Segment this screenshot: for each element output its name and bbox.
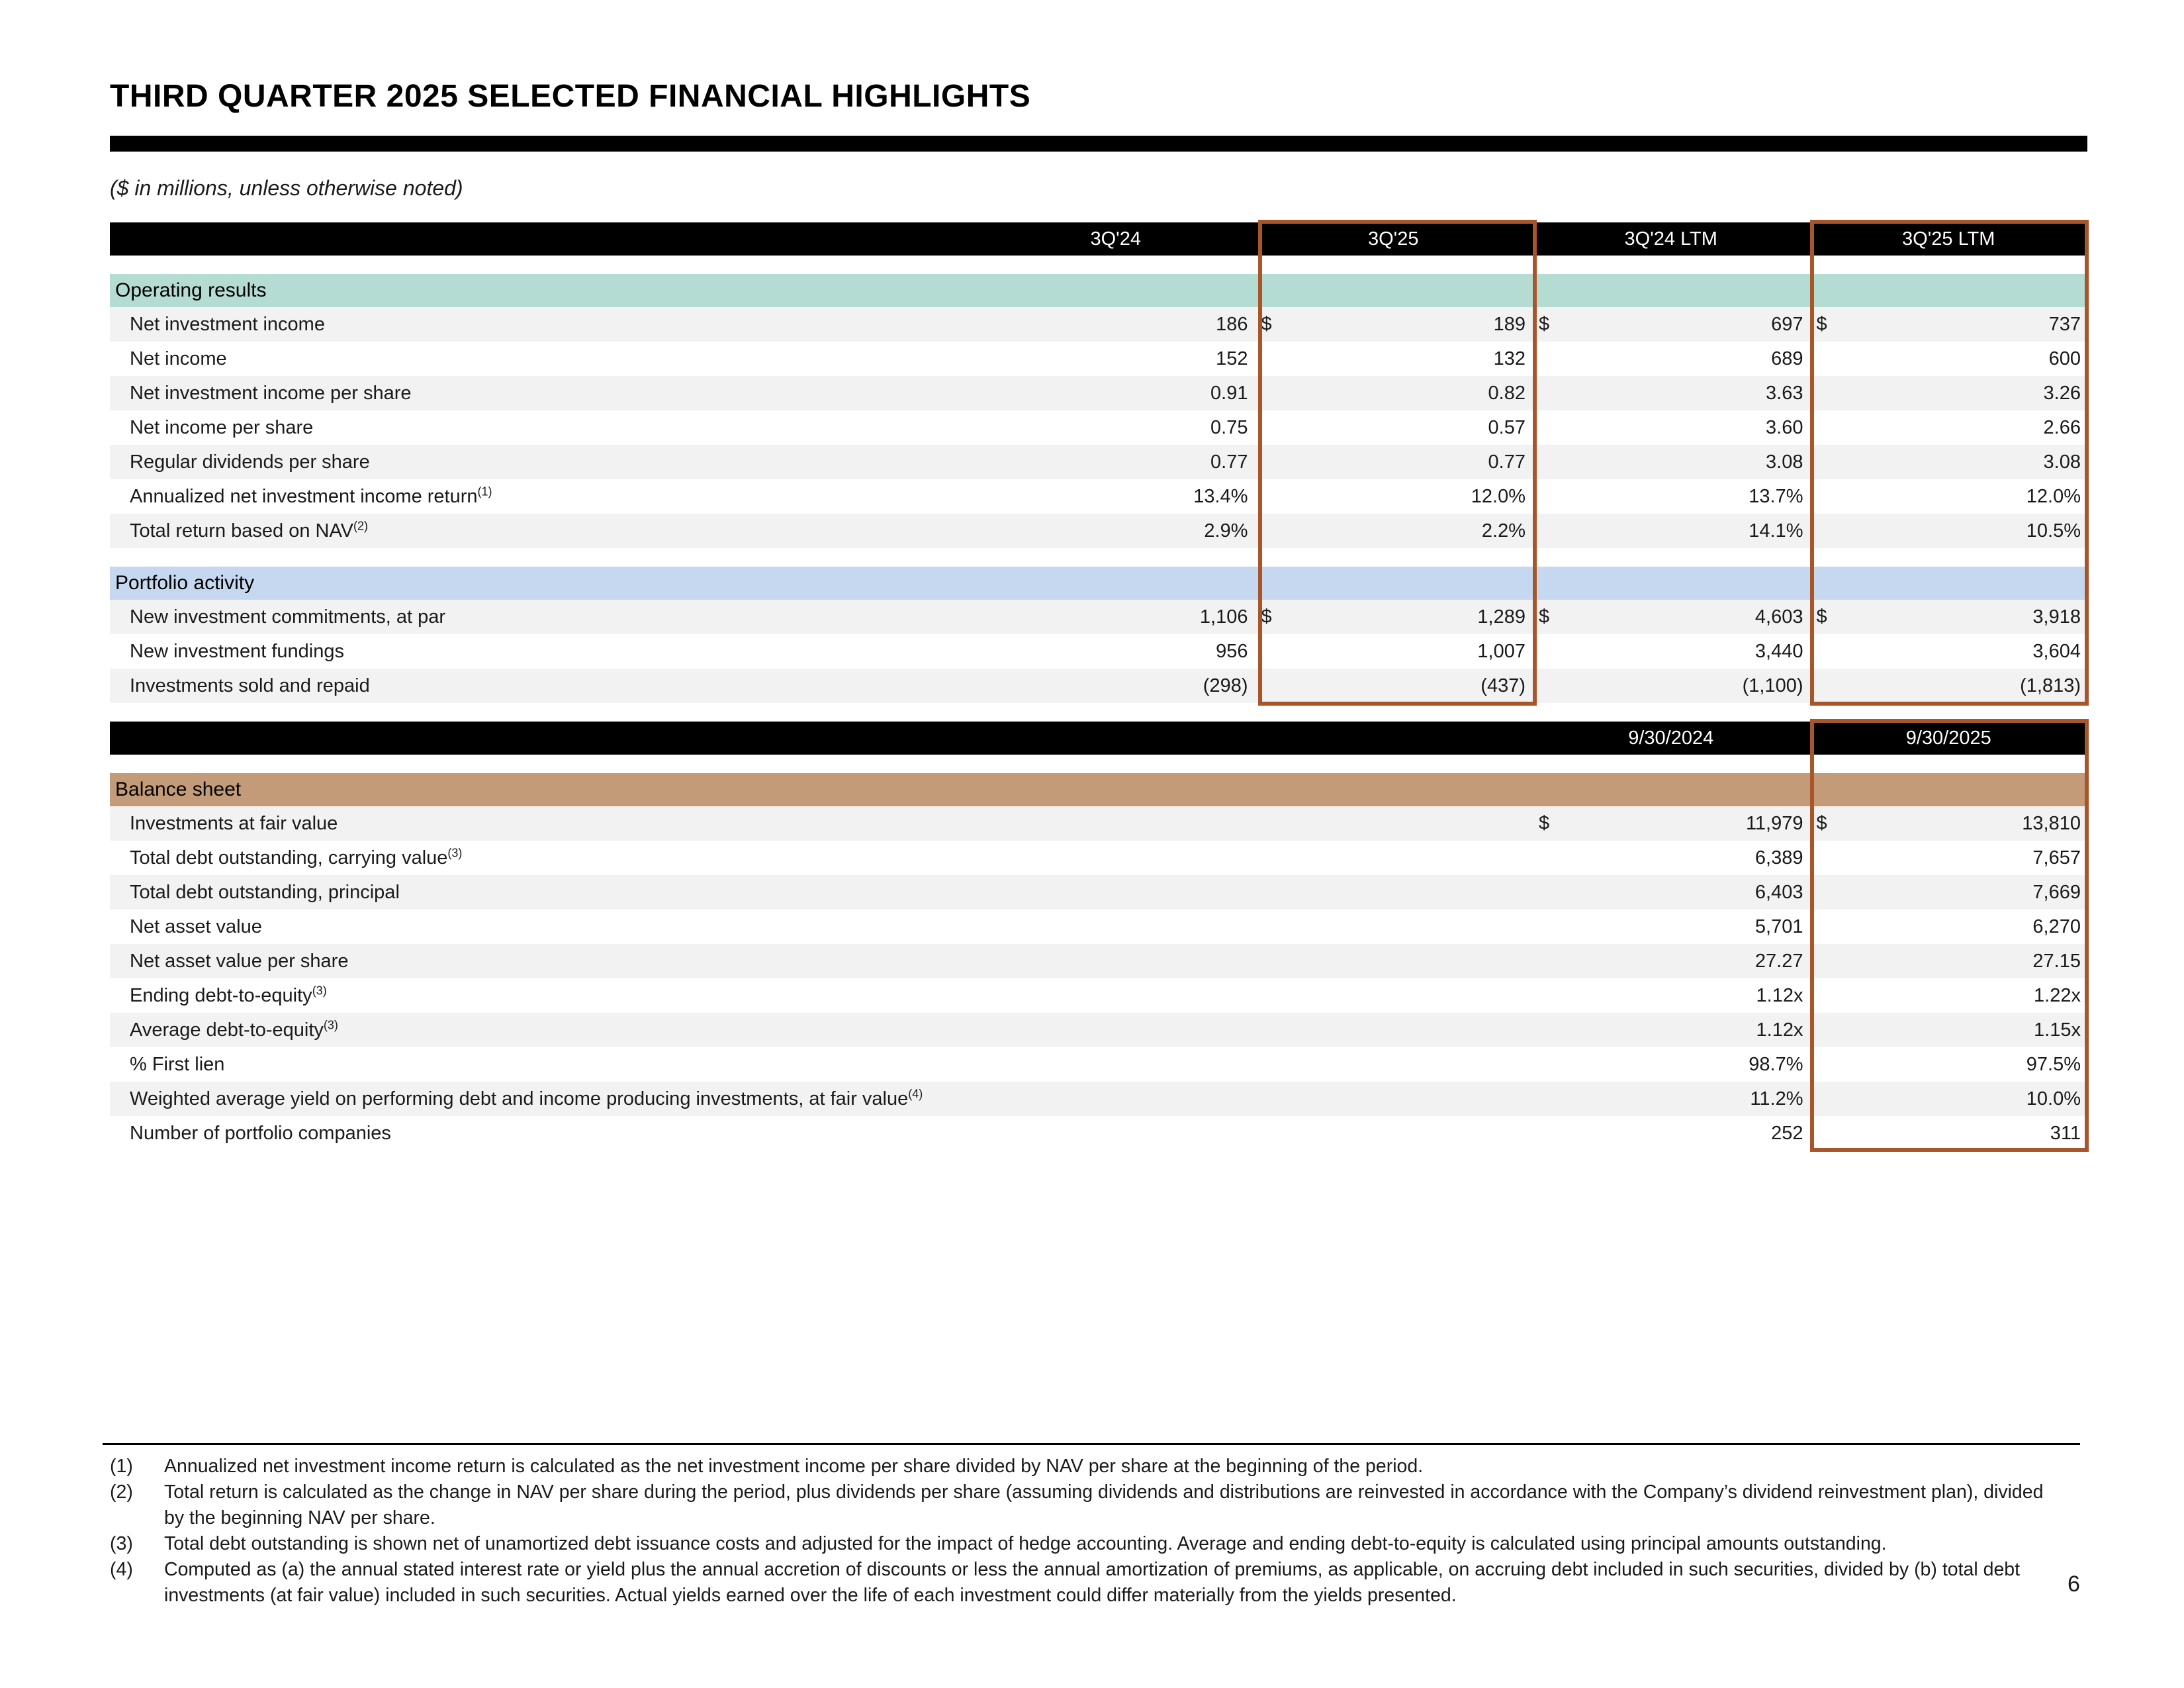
table-row (110, 1013, 2087, 1047)
section-label: Portfolio activity (110, 567, 977, 600)
row-label: New investment fundings (130, 640, 344, 662)
page-title: THIRD QUARTER 2025 SELECTED FINANCIAL HIGHLIGHTS (110, 79, 1031, 114)
cell-value: 3.60 (1766, 416, 1803, 438)
cell-value: 2.2% (1255, 514, 1533, 548)
cell-value: 1.15x (1810, 1013, 2088, 1047)
column-header-2025: 9/30/2025 (1810, 722, 2088, 755)
row-label: Annualized net investment income return$^{(1)}$ (130, 484, 492, 507)
table-header-row (110, 722, 2087, 755)
table-row (110, 600, 2087, 634)
table-row (110, 875, 2087, 910)
footnote-ref: (3) (447, 845, 463, 859)
header-blank (110, 722, 1532, 755)
footnote-ref: (3) (312, 983, 327, 997)
cell-value: 3,604 (2032, 640, 2081, 662)
balance-sheet-table (110, 722, 2087, 1150)
cell-value: $ 737 (1810, 307, 2088, 342)
column-header-2024: 9/30/2024 (1532, 722, 1810, 755)
footnote-text: Annualized net investment income return is calculated as the net investment income per share divided by NAV per share at the beginning of the period. (164, 1456, 1424, 1477)
section-label: Balance sheet (110, 773, 1532, 806)
currency-symbol: $ (1261, 313, 1272, 335)
row-label: Net income per share (130, 416, 314, 438)
row-label: Net investment income (110, 307, 977, 342)
currency-symbol: $ (1816, 606, 1827, 628)
column-header-3q24-ltm: 3Q'24 LTM (1532, 222, 1810, 256)
cell-value: 6,403 (1532, 875, 1810, 910)
financial-results-table (110, 222, 2087, 703)
table-row (110, 806, 2087, 841)
cell-value: 13.7% (1749, 485, 1803, 507)
footnote-ref: (2) (353, 518, 368, 532)
portfolio-rows (110, 600, 2087, 703)
row-label: Net asset value per share (110, 944, 1532, 978)
currency-symbol: $ (1539, 606, 1550, 628)
cell-value: 14.1% (1532, 514, 1810, 548)
cell-value: 10.5% (1810, 514, 2088, 548)
table-row (110, 376, 2087, 410)
cell-value: 97.5% (2026, 1053, 2081, 1075)
cell-value: 311 (2050, 1122, 2081, 1144)
section-operating-results (110, 274, 2087, 307)
cell-value: 27.15 (1810, 944, 2088, 978)
table-row (110, 910, 2087, 944)
cell-value: $ 1,289 (1255, 600, 1533, 634)
cell-value: 0.77 (977, 445, 1255, 479)
section-portfolio-activity (110, 567, 2087, 600)
cell-value: $ 697 (1532, 307, 1810, 342)
footnote-ref: (3) (323, 1017, 338, 1031)
cell-value: 1.22x (2034, 984, 2081, 1006)
table-row (110, 634, 2087, 669)
table-header-row (110, 222, 2087, 256)
cell-value: (1,813) (1810, 669, 2088, 703)
cell-value: 600 (2048, 348, 2081, 369)
row-label: % First lien (130, 1053, 225, 1075)
currency-symbol: $ (1261, 606, 1272, 628)
header-blank (110, 222, 977, 256)
table-row (110, 307, 2087, 342)
section-label: Operating results (110, 274, 977, 307)
cell-value: 2.66 (2043, 416, 2081, 438)
cell-value: 689 (1771, 348, 1803, 369)
column-header-3q25: 3Q'25 (1255, 222, 1533, 256)
footnote-number: (4) (110, 1559, 133, 1580)
column-header-3q24: 3Q'24 (977, 222, 1255, 256)
footnote-ref: (1) (477, 484, 492, 498)
cell-value: 0.82 (1255, 376, 1533, 410)
footnote-text: Total debt outstanding is shown net of unamortized debt issuance costs and adjusted for the impact of hedge accounting. Average and ending debt-to-equity is calculated using principal amounts outstanding. (164, 1533, 1887, 1554)
cell-value: 132 (1493, 348, 1525, 369)
currency-symbol: $ (1539, 812, 1550, 834)
cell-value: 7,657 (2032, 847, 2081, 868)
cell-value: 3.08 (1532, 445, 1810, 479)
footnote-divider (103, 1443, 2080, 1445)
cell-value: 3.08 (1810, 445, 2088, 479)
currency-symbol: $ (1816, 313, 1827, 335)
cell-value: 12.0% (1471, 485, 1525, 507)
cell-value: (1,100) (1532, 669, 1810, 703)
table-row (110, 1047, 2087, 1082)
footnote-number: (1) (110, 1456, 133, 1477)
balance-rows (110, 806, 2087, 1150)
cell-value: $ 4,603 (1532, 600, 1810, 634)
cell-value: 27.27 (1532, 944, 1810, 978)
currency-symbol: $ (1816, 812, 1827, 834)
table-row (110, 978, 2087, 1013)
cell-value: 252 (1771, 1122, 1803, 1144)
footnote-ref: (4) (908, 1086, 923, 1100)
table-row (110, 445, 2087, 479)
cell-value: $ 11,979 (1532, 806, 1810, 841)
row-label: Weighted average yield on performing debt and income producing investments, at fair value$^{(4)}$ (110, 1082, 1532, 1116)
column-header-3q25-ltm: 3Q'25 LTM (1810, 222, 2088, 256)
table-row (110, 342, 2087, 376)
currency-symbol: $ (1539, 313, 1550, 335)
cell-value: 11.2% (1532, 1082, 1810, 1116)
cell-value: 0.75 (1210, 416, 1248, 438)
section-balance-sheet (110, 773, 2087, 806)
cell-value: 1.12x (1532, 1013, 1810, 1047)
cell-value: 5,701 (1754, 915, 1803, 937)
row-label: New investment commitments, at par (110, 600, 977, 634)
cell-value: 6,270 (2032, 915, 2081, 937)
cell-value: 7,669 (1810, 875, 2088, 910)
cell-value: 152 (1216, 348, 1248, 369)
cell-value: $ 13,810 (1810, 806, 2088, 841)
cell-value: 98.7% (1749, 1053, 1803, 1075)
cell-value: 3.26 (1810, 376, 2088, 410)
footnote-text: Total return is calculated as the change in NAV per share during the period, plus dividends per share (assuming dividends and distributions are reinvested in accordance with the Company’s dividend reinvestment plan), divided by the beginning NAV per share. (164, 1481, 2044, 1528)
cell-value: 3,440 (1754, 640, 1803, 662)
table-row (110, 1116, 2087, 1150)
table-row (110, 669, 2087, 703)
footnote-number: (3) (110, 1533, 133, 1554)
cell-value: 3.63 (1532, 376, 1810, 410)
row-label: Ending debt-to-equity$^{(3)}$ (130, 983, 327, 1006)
cell-value: 13.4% (1193, 485, 1248, 507)
footnote-number: (2) (110, 1481, 133, 1503)
cell-value: 6,389 (1754, 847, 1803, 868)
units-note: ($ in millions, unless otherwise noted) (110, 176, 463, 200)
row-label: Net income (130, 348, 227, 369)
footnote-text: Computed as (a) the annual stated interest rate or yield plus the annual accretion of discounts or less the annual amortization of premiums, as applicable, on accruing debt included in such securities, divided by (b) total debt investments (at fair value) included in such securities. Actual yields earned over the life of each investment could differ materially from the yields presented. (164, 1559, 2021, 1606)
table-row (110, 944, 2087, 978)
table-row (110, 514, 2087, 548)
cell-value: 956 (1216, 640, 1248, 662)
cell-value: 1,106 (977, 600, 1255, 634)
row-label: Net investment income per share (110, 376, 977, 410)
page-number: 6 (2068, 1571, 2080, 1597)
cell-value: 186 (977, 307, 1255, 342)
table-row (110, 410, 2087, 445)
cell-value: 1.12x (1756, 984, 1803, 1006)
operating-rows (110, 307, 2087, 548)
cell-value: $ 3,918 (1810, 600, 2088, 634)
title-divider (110, 136, 2087, 152)
cell-value: 2.9% (977, 514, 1255, 548)
cell-value: (437) (1255, 669, 1533, 703)
cell-value: 0.91 (977, 376, 1255, 410)
row-label: Investments sold and repaid (110, 669, 977, 703)
row-label: Total return based on NAV$^{(2)}$ (110, 514, 977, 548)
cell-value: 10.0% (1810, 1082, 2088, 1116)
cell-value: 0.77 (1255, 445, 1533, 479)
cell-value: (298) (977, 669, 1255, 703)
cell-value: 1,007 (1477, 640, 1525, 662)
row-label: Total debt outstanding, principal (110, 875, 1532, 910)
row-label: Total debt outstanding, carrying value$^{(3)}$ (130, 845, 463, 868)
row-label: Investments at fair value (110, 806, 1532, 841)
row-label: Net asset value (130, 915, 262, 937)
table-row (110, 1082, 2087, 1116)
row-label: Number of portfolio companies (130, 1122, 391, 1144)
table-row (110, 479, 2087, 514)
table-row (110, 841, 2087, 875)
cell-value: 0.57 (1488, 416, 1525, 438)
cell-value: $ 189 (1255, 307, 1533, 342)
cell-value: 12.0% (2026, 485, 2081, 507)
row-label: Regular dividends per share (110, 445, 977, 479)
row-label: Average debt-to-equity$^{(3)}$ (110, 1013, 1532, 1047)
